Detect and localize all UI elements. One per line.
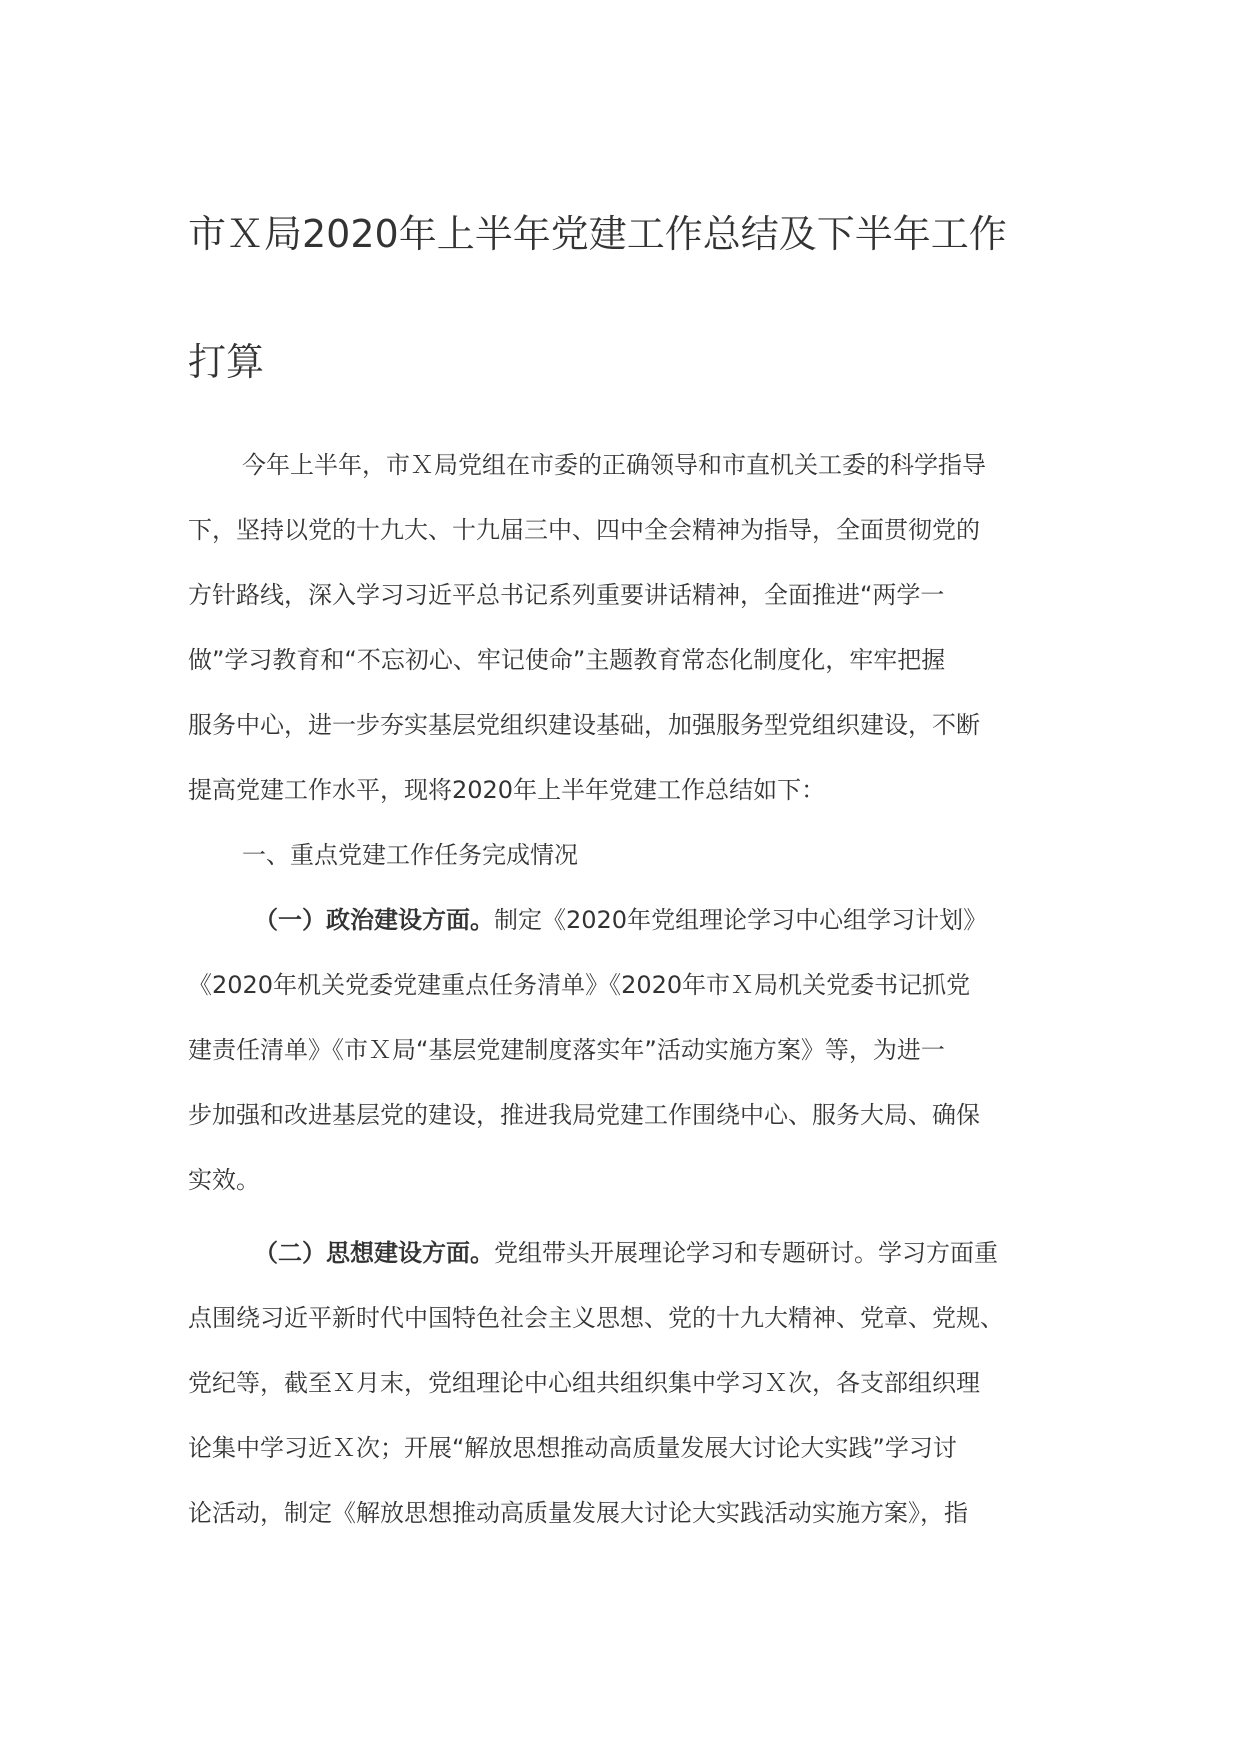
subsection-heading: （一）政治建设方面。 <box>254 906 494 934</box>
text-line: 论活动，制定《解放思想推动高质量发展大讨论大实践活动实施方案》，指 <box>188 1499 968 1527</box>
document-body <box>188 433 1054 1546</box>
section-heading: 一、重点党建工作任务完成情况 <box>242 841 578 869</box>
document-title <box>188 170 1068 426</box>
text-line: 论集中学习近Ｘ次；开展“解放思想推动高质量发展大讨论大实践”学习讨 <box>188 1434 957 1462</box>
text-line: 下，坚持以党的十九大、十九届三中、四中全会精神为指导，全面贯彻党的 <box>188 516 980 544</box>
text-line: 点围绕习近平新时代中国特色社会主义思想、党的十九大精神、党章、党规、 <box>188 1304 1004 1332</box>
text-line: 今年上半年，市Ｘ局党组在市委的正确领导和市直机关工委的科学指导 <box>242 451 986 479</box>
text-line: 服务中心，进一步夯实基层党组织建设基础，加强服务型党组织建设，不断 <box>188 711 980 739</box>
paragraph-gap <box>188 1213 1054 1221</box>
subsection-heading: （二）思想建设方面。 <box>254 1239 494 1267</box>
text-line: 做”学习教育和“不忘初心、牢记使命”主题教育常态化制度化，牢牢把握 <box>188 646 946 674</box>
text-line: 建责任清单》《市Ｘ局“基层党建制度落实年”活动实施方案》等，为进一 <box>188 1036 945 1064</box>
text-line: 《2020年机关党委党建重点任务清单》《2020年市Ｘ局机关党委书记抓党 <box>188 971 971 999</box>
text-line: 步加强和改进基层党的建设，推进我局党建工作围绕中心、服务大局、确保 <box>188 1101 980 1129</box>
subsection-text: 制定《2020年党组理论学习中心组学习计划》 <box>494 906 988 934</box>
text-line: 提高党建工作水平，现将2020年上半年党建工作总结如下： <box>188 776 826 804</box>
text-line: 党纪等，截至Ｘ月末，党组理论中心组共组织集中学习Ｘ次，各支部组织理 <box>188 1369 980 1397</box>
text-line: 实效。 <box>188 1166 260 1194</box>
subsection-text: 党组带头开展理论学习和专题研讨。学习方面重 <box>494 1239 998 1267</box>
intro-paragraph <box>188 433 1054 823</box>
subsection-political <box>188 888 1054 1213</box>
text-line <box>188 888 1054 953</box>
text-line <box>188 1221 1054 1286</box>
title-line-1: 市Ｘ局2020年上半年党建工作总结及下半年工作 <box>188 212 1007 256</box>
text-line: 方针路线，深入学习习近平总书记系列重要讲话精神，全面推进“两学一 <box>188 581 945 609</box>
subsection-ideological <box>188 1221 1054 1546</box>
title-line-2: 打算 <box>188 340 265 384</box>
